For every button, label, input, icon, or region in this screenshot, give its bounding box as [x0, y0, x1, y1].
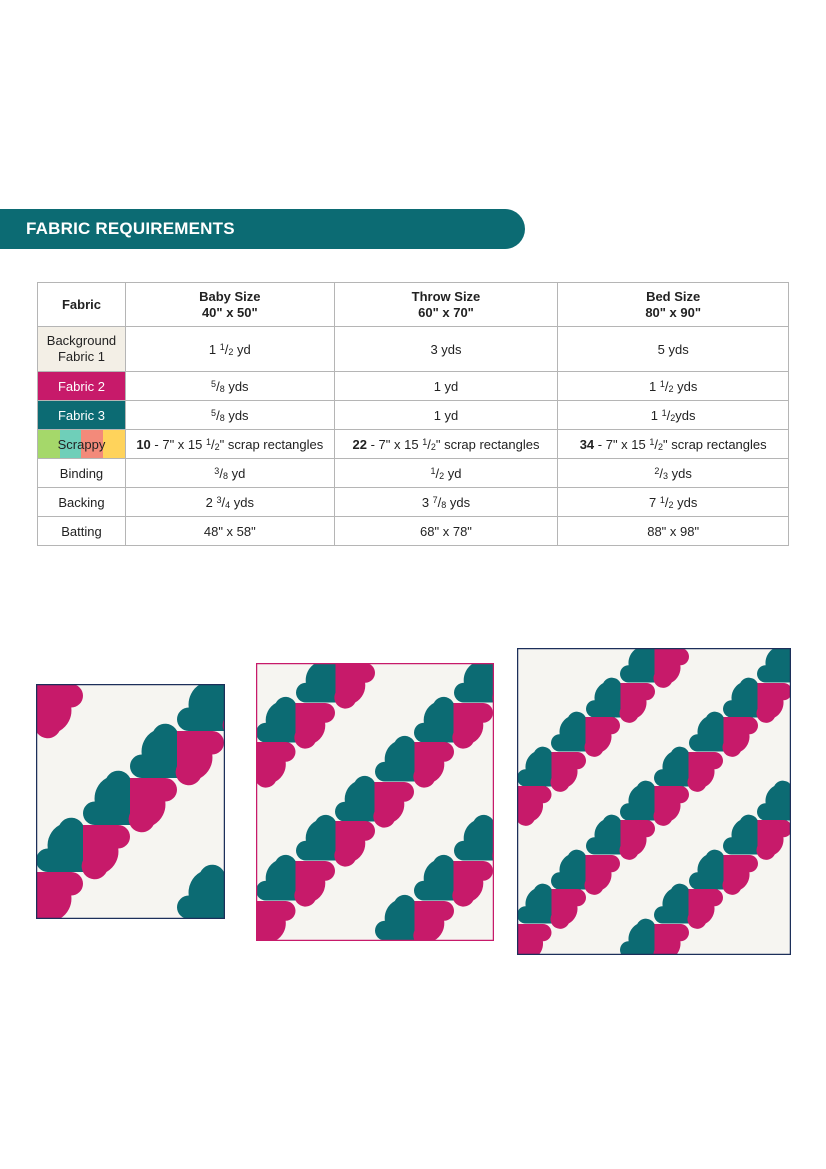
cell-throw: $^1/_2$ yd	[334, 459, 558, 488]
table-row-fabric3	[38, 401, 789, 430]
cell-baby: $^5/_8$ yds	[125, 401, 334, 430]
section-title: FABRIC REQUIREMENTS	[26, 219, 235, 238]
cell-throw: 3 yds	[334, 327, 558, 372]
cell-baby: 48" x 58"	[125, 517, 334, 546]
cell-bed: 1 $^1/_2$ yds	[558, 372, 789, 401]
cell-bed: 5 yds	[558, 327, 789, 372]
bed-quilt-illustration	[517, 648, 791, 955]
cell-bed: 34 - 7" x 15 $^1/_2$" scrap rectangles	[558, 430, 789, 459]
cell-throw: 1 yd	[334, 401, 558, 430]
cell-throw: 22 - 7" x 15 $^1/_2$" scrap rectangles	[334, 430, 558, 459]
fabric-label-backing: Backing	[38, 488, 126, 517]
table-row-fabric2	[38, 372, 789, 401]
table-row-scrappy	[38, 430, 789, 459]
baby-quilt-illustration	[36, 684, 225, 919]
cell-throw: 3 $^7/_8$ yds	[334, 488, 558, 517]
header-throw: Throw Size 60" x 70"	[334, 283, 558, 327]
table-row-binding	[38, 459, 789, 488]
cell-baby: 10 - 7" x 15 $^1/_2$" scrap rectangles	[125, 430, 334, 459]
fabric-swatch-fabric2: Fabric 2	[38, 372, 126, 401]
cell-baby: 2 $^3/_4$ yds	[125, 488, 334, 517]
cell-bed: 7 $^1/_2$ yds	[558, 488, 789, 517]
fabric-label-batting: Batting	[38, 517, 126, 546]
header-baby: Baby Size 40" x 50"	[125, 283, 334, 327]
header-fabric: Fabric	[38, 283, 126, 327]
table-row-backing	[38, 488, 789, 517]
fabric-label-binding: Binding	[38, 459, 126, 488]
fabric-swatch-scrappy: Scrappy	[38, 430, 126, 459]
cell-baby: $^3/_8$ yd	[125, 459, 334, 488]
cell-throw: 1 yd	[334, 372, 558, 401]
table-row-batting	[38, 517, 789, 546]
throw-quilt-illustration	[256, 663, 494, 941]
cell-bed: 1 $^1/_2yds$	[558, 401, 789, 430]
cell-baby: $^5/_8$ yds	[125, 372, 334, 401]
fabric-swatch-fabric3: Fabric 3	[38, 401, 126, 430]
fabric-swatch-background: Background Fabric 1	[38, 327, 126, 372]
table-header-row	[38, 283, 789, 327]
cell-bed: $^2/_3$ yds	[558, 459, 789, 488]
section-banner	[0, 209, 525, 249]
fabric-requirements-table	[37, 282, 789, 546]
cell-throw: 68" x 78"	[334, 517, 558, 546]
table-row-background	[38, 327, 789, 372]
cell-baby: 1 $^1/_2$ yd	[125, 327, 334, 372]
cell-bed: 88" x 98"	[558, 517, 789, 546]
header-bed: Bed Size 80" x 90"	[558, 283, 789, 327]
